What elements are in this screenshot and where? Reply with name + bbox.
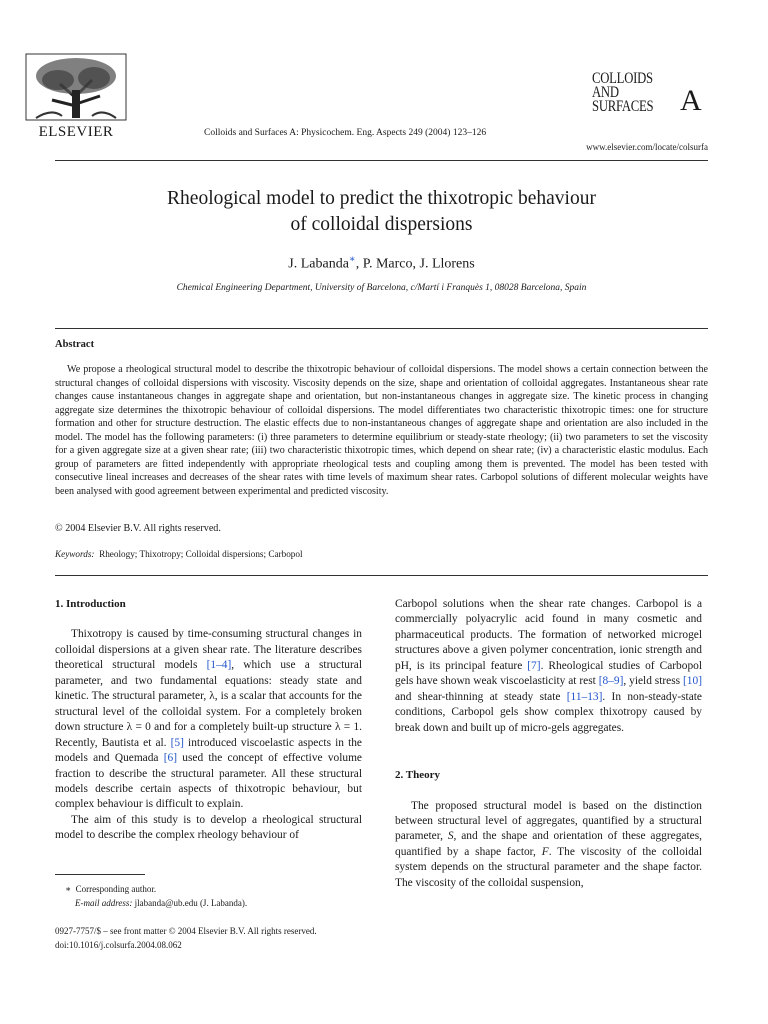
author-list [55, 254, 708, 273]
journal-citation: Colloids and Surfaces A: Physicochem. Eng. Aspects 249 (2004) 123–126 [204, 128, 487, 138]
section-heading-introduction: 1. Introduction [55, 598, 126, 610]
right-column [395, 597, 702, 891]
abstract-text: We propose a rheological structural model to describe the thixotropic behaviour of colloidal dispersions. The model shows a certain connection between the structural changes of colloidal dispersions with viscosity. Viscosity depends on the size, shape and orientation of colloidal aggregates. Instantaneous shear rate changes cause instantaneous changes in aggregate shape and orientation, but non-instantaneous changes in aggregate size. The kinetic process in changing aggregate size determines the thixotropic behaviour of colloidal dispersions. The model differentiates two characteristic thixotropic times: one for structure formation and other for structure destruction. The elastic effects due to non-instantaneous changes of aggregate shape and orientation are also included in the model. The model has the following parameters: (i) three parameters to determine equilibrium or steady-state rheology; (ii) two parameters to set the viscosity for a given aggregate size at a given shear rate; (iii) two characteristic thixotropic times, which depend on shear rate; (iv) a characteristic elastic modulus. Each group of parameters are fitted independently with appropriate rheological tests and coupling among them is prevented. The model has been tested with consecutive lineal increases and decreases of the shear rates with time levels of maximum shear rates. Carbopol solutions of different molecular weights have been analysed with good agreement between experimental and predicted viscosity. [55, 364, 708, 497]
reference-link[interactable]: [6] [163, 752, 178, 765]
intro-paragraph: The aim of this study is to develop a rheological structural model to describe the complex rheology behaviour of [55, 813, 362, 842]
doi-link[interactable]: doi:10.1016/j.colsurfa.2004.08.062 [55, 940, 182, 950]
reference-link[interactable]: [11–13] [566, 690, 603, 703]
title-line: Rheological model to predict the thixotropic behaviour [167, 188, 596, 209]
footnote-rule [55, 874, 145, 875]
header-rule [55, 160, 708, 161]
email-note [75, 898, 247, 908]
reference-link[interactable]: [8–9] [598, 675, 624, 688]
keywords-list: Rheology; Thixotropy; Colloidal dispersions; Carbopol [99, 549, 303, 559]
corresponding-author-note: ∗ Corresponding author. [65, 884, 157, 894]
journal-mark-line: AND [592, 84, 619, 101]
abstract-bottom-rule [55, 575, 708, 576]
intro-paragraph: Thixotropy is caused by time-consuming structural changes in colloidal dispersions at a given shear rate. The literature describes theoretical structural models [1–4], which use a structural parameter, and two fundamental equations: steady state and kinetic. The structural parameter, λ, is a scalar that accounts for the structural level of the colloidal system. For a completely broken down structure λ = 0 and for a completely built-up structure λ = 1. Recently, Bautista et al. [5] introduced viscoelastic aspects in the models and Quemada [6] used the concept of effective volume fraction to describe the structural parameter. All these structural models describe certain aspects of thixotropic behaviour, but complex behaviour is difficult to explain. [55, 628, 362, 811]
footnote-mark: ∗ [65, 884, 72, 894]
keywords [55, 549, 303, 559]
journal-mark-line: SURFACES [592, 98, 654, 115]
reference-link[interactable]: [1–4] [206, 659, 232, 672]
author-names: , P. Marco, J. Llorens [355, 256, 475, 272]
issn-line: 0927-7757/$ – see front matter © 2004 Elsevier B.V. All rights reserved. [55, 926, 317, 936]
reference-link[interactable]: [10] [683, 675, 702, 688]
affiliation: Chemical Engineering Department, University of Barcelona, c/Martí i Franquès 1, 08028 Barcelona, Spain [176, 283, 587, 293]
left-column [55, 597, 362, 844]
abstract-top-rule [55, 328, 708, 329]
abstract-copyright: © 2004 Elsevier B.V. All rights reserved. [55, 523, 221, 534]
abstract-heading: Abstract [55, 339, 95, 350]
keywords-label: Keywords: [55, 549, 95, 559]
symbol-s: S [447, 830, 454, 843]
body-paragraph: Carbopol solutions when the shear rate changes. Carbopol is a commercially polyacrylic acid found in many cosmetic and pharmaceutical products. The formation of networked microgel structures above a given polymer concentration, ionic strength and pH, is its principal feature [7]. Rheological studies of Carbopol gels have shown weak viscoelasticity at rest [8–9], yield stress [10] and shear-thinning at steady state [11–13]. In non-steady-state conditions, Carbopol gels show complex thixotropy caused by break down and built up of micro-gels aggregates. [395, 598, 702, 734]
title-line: of colloidal dispersions [290, 214, 473, 235]
journal-mark-letter: A [680, 84, 702, 117]
publisher-name: ELSEVIER [38, 124, 114, 140]
section-heading-theory: 2. Theory [395, 769, 441, 782]
corresponding-author-link[interactable]: ∗ [348, 254, 356, 265]
email-address[interactable]: jlabanda@ub.edu (J. Labanda). [134, 898, 248, 908]
theory-paragraph: The proposed structural model is based on the distinction between structural level of aggregates, quantified by a structural parameter, S, and the shape and orientation of these aggregates, quantified by a shape factor, F. The viscosity of the colloidal system depends on the structural parameter and the shape factor. The viscosity of the colloidal suspension, [395, 799, 702, 889]
journal-mark-line: COLLOIDS [592, 70, 653, 87]
email-label: E-mail address: [75, 898, 133, 908]
author-name: J. Labanda [288, 256, 349, 272]
journal-mark [592, 72, 702, 132]
symbol-f: F [541, 845, 549, 858]
reference-link[interactable]: [5] [170, 736, 184, 749]
journal-website-link[interactable]: www.elsevier.com/locate/colsurfa [586, 142, 708, 152]
reference-link[interactable]: [7] [527, 659, 541, 672]
article-title [55, 186, 708, 238]
